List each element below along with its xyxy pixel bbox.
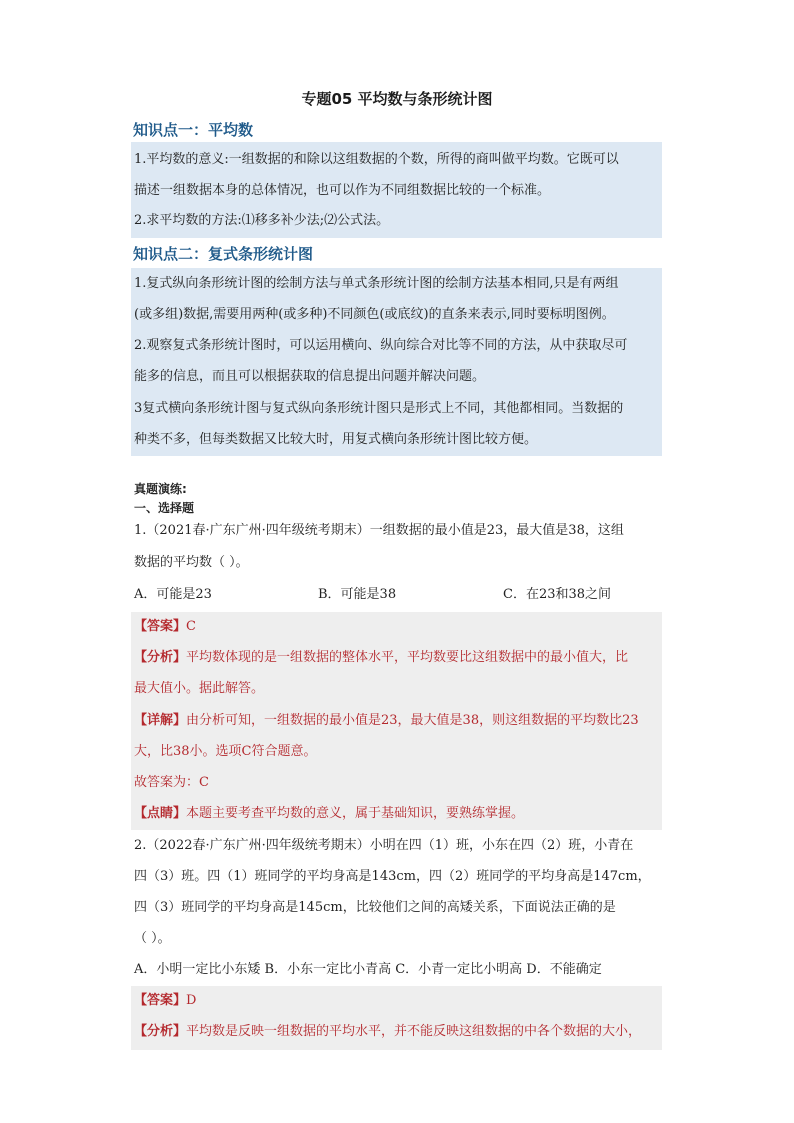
- kp1-line: 1.平均数的意义:一组数据的和除以这组数据的个数，所得的商叫做平均数。它既可以: [134, 152, 619, 167]
- q1-answer: [134, 617, 196, 637]
- q1-final: 故答案为：C: [134, 775, 209, 790]
- answer-value: D: [186, 993, 197, 1008]
- kp2-line: 2.观察复式条形统计图时，可以运用横向、纵向综合对比等不同的方法，从中获取尽可: [134, 338, 628, 353]
- practice-heading: 真题演练:: [134, 482, 187, 496]
- analysis-text: 平均数体现的是一组数据的整体水平，平均数要比这组数据中的最小值大，比: [186, 650, 629, 665]
- q2-line: 2.（2022春·广东广州·四年级统考期末）小明在四（1）班，小东在四（2）班，小青在: [134, 838, 634, 853]
- detail-tag: 【详解】: [134, 713, 187, 728]
- section-heading: 一、选择题: [134, 501, 195, 515]
- q2-line: （ ）。: [134, 931, 171, 946]
- q1-option-b: B．可能是38: [318, 587, 397, 602]
- q1-analysis-cont: 最大值小。据此解答。: [134, 681, 265, 696]
- kp2-line: (或多组)数据,需要用两种(或多种)不同颜色(或底纹)的直条来表示,同时要标明图例。: [134, 307, 615, 322]
- q1-comment: [134, 804, 524, 824]
- q1-option-a: A．可能是23: [134, 587, 212, 602]
- page-title: 专题05 平均数与条形统计图: [301, 90, 493, 108]
- kp1-heading: 知识点一：平均数: [133, 121, 254, 139]
- analysis-tag: 【分析】: [134, 1024, 187, 1039]
- kp2-line: 能多的信息，而且可以根据获取的信息提出问题并解决问题。: [134, 369, 486, 384]
- q1-line: 1.（2021春·广东广州·四年级统考期末）一组数据的最小值是23，最大值是38，这组: [134, 523, 624, 538]
- q2-analysis: [134, 1022, 641, 1042]
- q1-option-c: C．在23和38之间: [503, 587, 612, 602]
- answer-tag: 【答案】: [134, 619, 187, 634]
- q1-analysis: [134, 648, 628, 668]
- kp1-line: 2.求平均数的方法:⑴移多补少法;⑵公式法。: [134, 213, 390, 228]
- kp1-line: 描述一组数据本身的总体情况，也可以作为不同组数据比较的一个标准。: [134, 183, 551, 198]
- kp2-line: 1.复式纵向条形统计图的绘制方法与单式条形统计图的绘制方法基本相同,只是有两组: [134, 276, 619, 291]
- q1-detail-cont: 大，比38小。选项C符合题意。: [134, 744, 317, 759]
- q2-line: 四（3）班同学的平均身高是145cm，比较他们之间的高矮关系，下面说法正确的是: [134, 900, 616, 915]
- analysis-tag: 【分析】: [134, 650, 187, 665]
- answer-tag: 【答案】: [134, 993, 187, 1008]
- q1-detail: [134, 711, 639, 731]
- kp2-line: 3复式横向条形统计图与复式纵向条形统计图只是形式上不同，其他都相同。当数据的: [134, 401, 624, 416]
- q2-line: 四（3）班。四（1）班同学的平均身高是143cm，四（2）班同学的平均身高是147cm，: [134, 869, 651, 884]
- q2-options: A．小明一定比小东矮 B．小东一定比小青高 C．小青一定比小明高 D．不能确定: [134, 962, 602, 977]
- detail-text: 由分析可知，一组数据的最小值是23，最大值是38，则这组数据的平均数比23: [186, 713, 639, 728]
- kp2-heading: 知识点二：复式条形统计图: [133, 245, 314, 263]
- analysis-text: 平均数是反映一组数据的平均水平，并不能反映这组数据的中各个数据的大小，: [186, 1024, 642, 1039]
- q2-answer: [134, 991, 196, 1011]
- answer-value: C: [186, 619, 196, 634]
- comment-text: 本题主要考查平均数的意义，属于基础知识，要熟练掌握。: [186, 806, 525, 821]
- q1-line: 数据的平均数（ ）。: [134, 555, 249, 570]
- comment-tag: 【点睛】: [134, 806, 187, 821]
- kp2-line: 种类不多，但每类数据又比较大时，用复式横向条形统计图比较方便。: [134, 432, 538, 447]
- kp2-box: [131, 268, 662, 456]
